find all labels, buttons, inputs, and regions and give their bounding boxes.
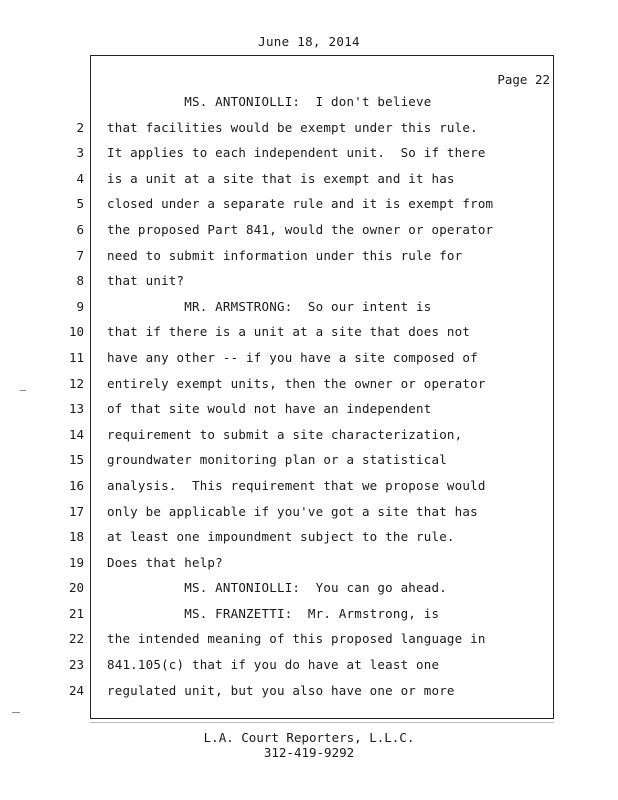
line-number: 3 [76,145,84,161]
line-number: 8 [76,273,84,289]
transcript-line: MS. ANTONIOLLI: I don't believe [107,94,432,109]
line-number: 21 [68,605,84,621]
scan-mark [90,722,554,723]
transcript-line: closed under a separate rule and it is exempt from [107,196,494,212]
transcript-line: the intended meaning of this proposed language in [107,631,486,647]
transcript-line: the proposed Part 841, would the owner or operator [107,221,494,237]
line-number: 9 [76,298,84,314]
transcript-line: is a unit at a site that is exempt and it has [107,170,455,186]
line-number: 13 [68,401,84,417]
line-number: 24 [68,682,84,698]
footer-phone: 312-419-9292 [263,745,355,760]
transcript-line: requirement to submit a site characterization, [107,426,463,442]
transcript-line: of that site would not have an independent [107,401,432,417]
line-number: 7 [76,247,84,263]
transcript-line: only be applicable if you've got a site that has [107,503,478,519]
line-number: 11 [68,349,84,365]
line-number: 10 [68,324,84,340]
transcript-text [107,89,547,703]
transcript-line: that facilities would be exempt under this rule. [107,119,478,135]
footer-firm-name: L.A. Court Reporters, L.L.C. [203,730,415,745]
line-number: 5 [76,196,84,212]
line-number: 15 [68,452,84,468]
line-number: 2 [76,119,84,135]
scan-mark [12,712,20,713]
line-number: 4 [76,170,84,186]
transcript-line: that if there is a unit at a site that does not [107,324,471,340]
line-number: 6 [76,221,84,237]
transcript-line: have any other -- if you have a site composed of [107,349,478,365]
transcript-line: 841.105(c) that if you do have at least one [107,657,440,673]
transcript-line: groundwater monitoring plan or a statistical [107,452,447,468]
line-number: 14 [68,426,84,442]
transcript-line: MS. ANTONIOLLI: You can go ahead. [107,580,447,596]
line-number: 18 [68,529,84,545]
page-number: Page 22 [497,72,550,87]
line-number-column [58,89,84,703]
transcript-line: at least one impoundment subject to the rule. [107,529,455,545]
transcript-line: entirely exempt units, then the owner or operator [107,375,486,391]
transcript-line: MR. ARMSTRONG: So our intent is [107,298,432,314]
line-number: 19 [68,554,84,570]
transcript-line: analysis. This requirement that we propose would [107,477,486,493]
transcript-line: that unit? [107,273,185,289]
line-number: 12 [68,375,84,391]
line-number [58,89,84,115]
line-number: 17 [68,503,84,519]
line-number: 23 [68,657,84,673]
transcript-line: regulated unit, but you also have one or more [107,682,455,698]
transcript-line: It applies to each independent unit. So if there [107,145,486,161]
transcript-line: MS. FRANZETTI: Mr. Armstrong, is [107,605,440,621]
scan-mark [20,390,26,391]
header-date: June 18, 2014 [258,34,360,49]
transcript-line: need to submit information under this rule for [107,247,463,263]
transcript-line: Does that help? [107,554,223,570]
line-number: 22 [68,631,84,647]
line-number: 16 [68,477,84,493]
line-number: 20 [68,580,84,596]
